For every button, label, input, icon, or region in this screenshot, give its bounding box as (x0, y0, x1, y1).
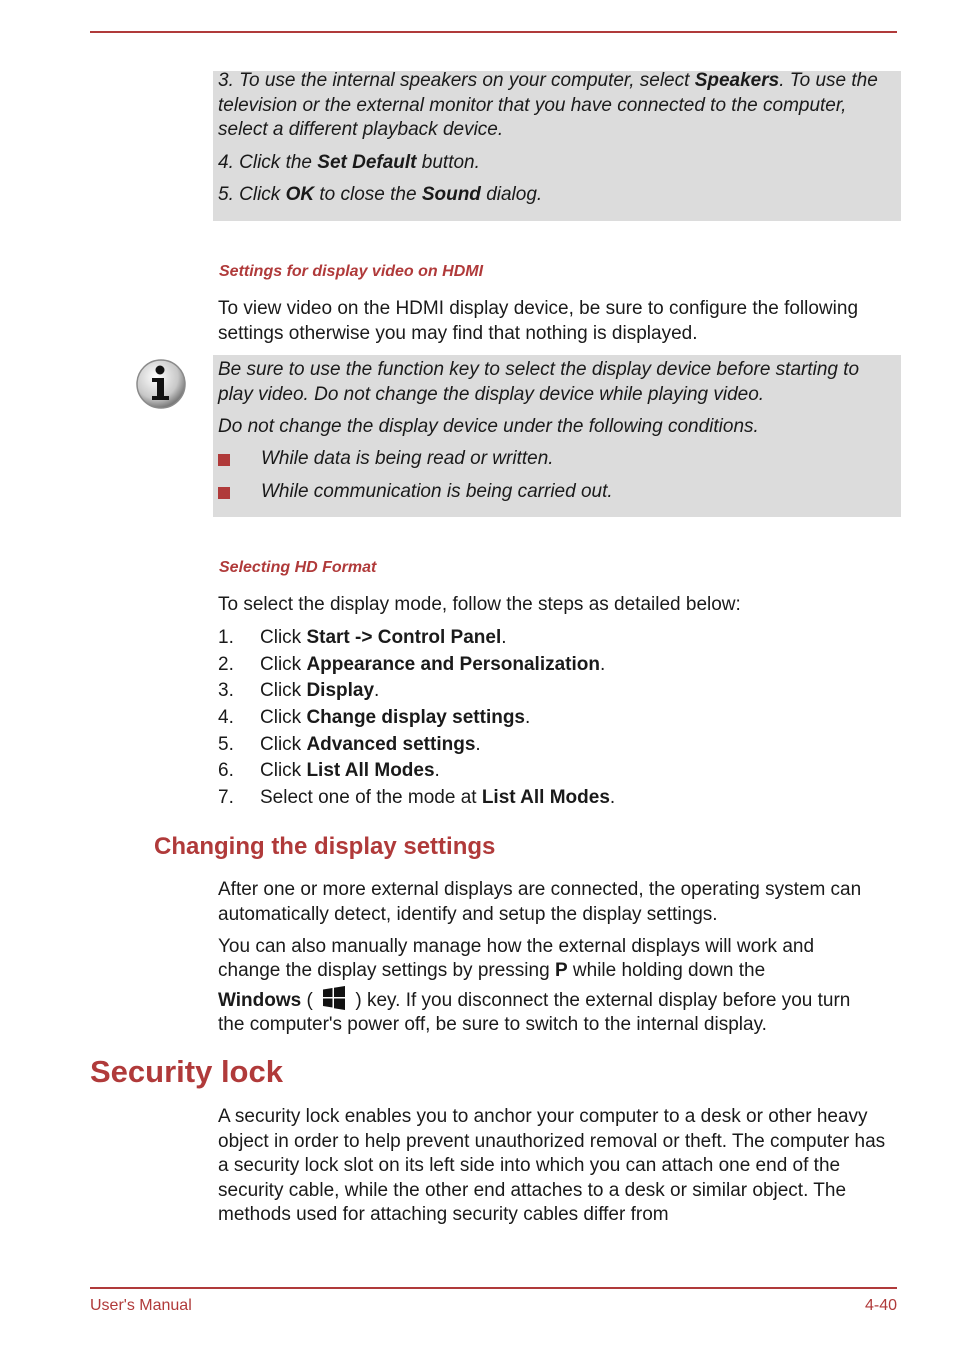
step-text: Click Start -> Control Panel. (260, 627, 507, 648)
changing-p2-line1: You can also manually manage how the external displays will work and (218, 936, 815, 957)
note-step-5: 5. Click OK to close the Sound dialog. (218, 184, 543, 205)
header-rule (90, 31, 897, 33)
step-text: Select one of the mode at List All Modes. (260, 787, 616, 809)
note-step-4: 4. Click the Set Default button. (218, 152, 480, 173)
step-number: 2. (218, 653, 234, 675)
step-text: Click Change display settings. (260, 707, 531, 729)
step-text: Click Appearance and Personalization. (260, 653, 606, 675)
hd-format-intro: To select the display mode, follow the steps as detailed below: (218, 594, 741, 615)
changing-p2-line4: the computer's power off, be sure to switch to the internal display. (218, 1014, 767, 1035)
windows-logo-icon (322, 986, 346, 1010)
hdmi-note-p1: Be sure to use the function key to select the display device before starting to play video. Do not change the display device while playing video. (218, 359, 860, 405)
step-number: 6. (218, 760, 234, 782)
step-number: 4. (218, 707, 234, 729)
footer-manual-label: User's Manual (90, 1297, 192, 1314)
security-heading: Security lock (90, 1054, 283, 1089)
changing-p1: After one or more external displays are connected, the operating system can automatically detect, identify and setup the display settings. (218, 879, 862, 925)
hd-format-heading: Selecting HD Format (219, 559, 377, 576)
footer-rule (90, 1287, 897, 1289)
hdmi-heading: Settings for display video on HDMI (219, 263, 484, 280)
changing-p2-line3: Windows ( ) key. If you disconnect the external display before you turn (218, 986, 850, 1014)
hdmi-note-p2: Do not change the display device under the following conditions. (218, 416, 759, 437)
hdmi-bullet-2: While communication is being carried out. (261, 481, 613, 502)
bullet-square (218, 454, 230, 466)
security-body: A security lock enables you to anchor your computer to a desk or other heavy object in order to help prevent unauthorized removal or theft. The computer has a security lock slot on its left side into which you can attach one end of the security cable, while the other end attaches to a desk or similar object. The methods used for attaching security cables differ from (218, 1106, 886, 1225)
changing-p2-line2: change the display settings by pressing P while holding down the (218, 960, 766, 981)
bullet-square (218, 487, 230, 499)
hdmi-intro: To view video on the HDMI display device, be sure to configure the following settings otherwise you may find that nothing is displayed. (218, 298, 859, 344)
step-number: 7. (218, 787, 234, 809)
changing-heading: Changing the display settings (154, 833, 496, 860)
step-number: 1. (218, 627, 234, 648)
footer-page-number: 4-40 (864, 1297, 897, 1314)
step-text: Click Display. (260, 680, 380, 702)
hdmi-bullet-1: While data is being read or written. (261, 448, 554, 469)
step-number: 3. (218, 680, 234, 702)
step-number: 5. (218, 733, 234, 755)
note-step-3: 3. To use the internal speakers on your computer, select Speakers. To use the television or the external monitor that you have connected to the computer, select a different playback device. (218, 70, 878, 140)
info-icon (135, 358, 187, 410)
step-text: Click Advanced settings. (260, 733, 481, 755)
step-text: Click List All Modes. (260, 760, 440, 782)
